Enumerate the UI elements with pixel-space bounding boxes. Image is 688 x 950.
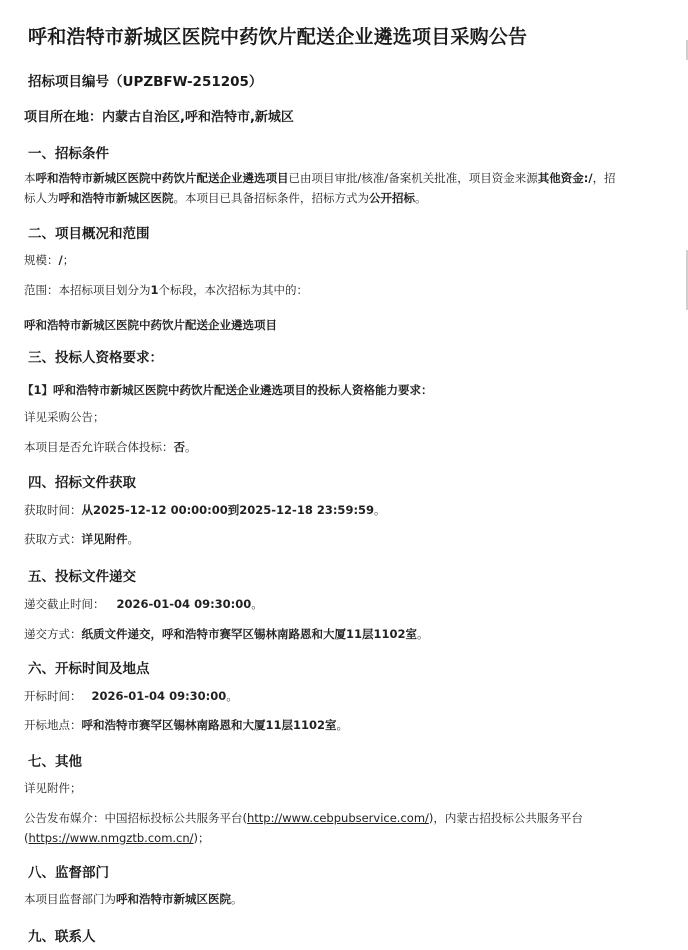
consortium-end: 。 bbox=[185, 440, 197, 454]
opening-place-label: 开标地点： bbox=[24, 718, 82, 732]
submission-deadline-end: 。 bbox=[251, 597, 263, 611]
consortium-line bbox=[24, 439, 197, 455]
supervision-end: 。 bbox=[231, 892, 243, 906]
submission-method-line bbox=[24, 626, 429, 642]
opening-place-end: 。 bbox=[336, 718, 349, 732]
scale-end: ； bbox=[62, 253, 75, 267]
conditions-text: ，招标人为 bbox=[24, 171, 616, 205]
submission-method-label: 递交方式： bbox=[24, 627, 82, 641]
conditions-paragraph bbox=[24, 168, 618, 208]
acquisition-method-value: 详见附件 bbox=[81, 532, 128, 546]
media-paragraph bbox=[24, 808, 618, 848]
section-heading-contact: 九、联系人 bbox=[28, 929, 96, 945]
section-heading-submission: 五、投标文件递交 bbox=[28, 569, 136, 585]
supervision-text: 本项目监督部门为 bbox=[24, 892, 116, 906]
scope-line bbox=[24, 282, 308, 298]
acquisition-method-label: 获取方式： bbox=[24, 532, 82, 546]
section-heading-conditions: 一、招标条件 bbox=[28, 146, 109, 162]
submission-deadline-line bbox=[24, 596, 263, 612]
media-text: ( bbox=[24, 831, 29, 845]
media-label: 公告发布媒介：中国招标投标公共服务平台( bbox=[24, 811, 247, 825]
opening-time-line bbox=[24, 688, 238, 704]
conditions-text: 本 bbox=[24, 171, 36, 185]
cebpubservice-link[interactable]: http://www.cebpubservice.com/ bbox=[246, 811, 429, 825]
consortium-value: 否 bbox=[173, 440, 185, 454]
fund-source-bold: 其他资金:/ bbox=[537, 171, 593, 185]
section-heading-other: 七、其他 bbox=[28, 754, 82, 770]
qualification-title: 【1】呼和浩特市新城区医院中药饮片配送企业遴选项目的投标人资格能力要求： bbox=[22, 383, 433, 397]
project-name-bold: 呼和浩特市新城区医院中药饮片配送企业遴选项目 bbox=[35, 171, 289, 185]
consortium-label: 本项目是否允许联合体投标： bbox=[24, 440, 174, 454]
conditions-text: 。 bbox=[415, 191, 427, 205]
scale-label: 规模： bbox=[24, 253, 59, 267]
supervision-line bbox=[24, 891, 243, 907]
opening-place-value: 呼和浩特市赛罕区锡林南路恩和大厦11层1102室 bbox=[81, 718, 337, 732]
conditions-text: 已由项目审批/核准/备案机关批准，项目资金来源 bbox=[288, 171, 538, 185]
submission-deadline-label: 递交截止时间： bbox=[24, 597, 105, 611]
media-end: )； bbox=[193, 831, 210, 845]
opening-time-label: 开标时间： bbox=[24, 689, 82, 703]
section-heading-supervision: 八、监督部门 bbox=[28, 865, 109, 881]
other-attachment: 详见附件； bbox=[24, 781, 82, 795]
section-heading-opening: 六、开标时间及地点 bbox=[28, 661, 150, 677]
nmgztb-link[interactable]: https://www.nmgztb.com.cn/ bbox=[28, 831, 194, 845]
qualification-detail: 详见采购公告； bbox=[24, 410, 105, 424]
acquisition-time-value: 从2025-12-12 00:00:00到2025-12-18 23:59:59 bbox=[81, 503, 375, 517]
media-text: )，内蒙古招投标公共服务平台 bbox=[428, 811, 583, 825]
tender-method-bold: 公开招标 bbox=[369, 191, 415, 205]
acquisition-time-line bbox=[24, 502, 386, 518]
scale-value: / bbox=[58, 253, 63, 267]
opening-time-end: 。 bbox=[226, 689, 238, 703]
page-title: 呼和浩特市新城区医院中药饮片配送企业遴选项目采购公告 bbox=[28, 26, 528, 48]
acquisition-time-end: 。 bbox=[374, 503, 386, 517]
acquisition-method-line bbox=[24, 531, 139, 547]
submission-method-end: 。 bbox=[417, 627, 429, 641]
scope-label: 范围：本招标项目划分为 bbox=[24, 283, 151, 297]
conditions-text: 。本项目已具备招标条件，招标方式为 bbox=[173, 191, 369, 205]
section-heading-qualification: 三、投标人资格要求： bbox=[28, 350, 163, 366]
supervision-dept: 呼和浩特市新城区医院 bbox=[116, 892, 231, 906]
project-location: 项目所在地：内蒙古自治区,呼和浩特市,新城区 bbox=[24, 110, 294, 125]
tenderer-bold: 呼和浩特市新城区医院 bbox=[58, 191, 174, 205]
opening-time-value: 2026-01-04 09:30:00 bbox=[91, 689, 227, 703]
project-number: 招标项目编号（UPZBFW-251205） bbox=[28, 74, 263, 90]
section-heading-overview: 二、项目概况和范围 bbox=[28, 226, 150, 242]
scope-text: 个标段，本次招标为其中的： bbox=[158, 283, 309, 297]
submission-deadline-value: 2026-01-04 09:30:00 bbox=[116, 597, 252, 611]
scale-line bbox=[24, 252, 74, 268]
acquisition-time-label: 获取时间： bbox=[24, 503, 82, 517]
opening-place-line bbox=[24, 717, 348, 733]
section-heading-document-acquisition: 四、招标文件获取 bbox=[28, 475, 136, 491]
acquisition-method-end: 。 bbox=[127, 532, 139, 546]
lot-name: 呼和浩特市新城区医院中药饮片配送企业遴选项目 bbox=[24, 318, 277, 332]
submission-method-value: 纸质文件递交，呼和浩特市赛罕区锡林南路恩和大厦11层1102室 bbox=[81, 627, 418, 641]
scope-number: 1 bbox=[150, 283, 159, 297]
